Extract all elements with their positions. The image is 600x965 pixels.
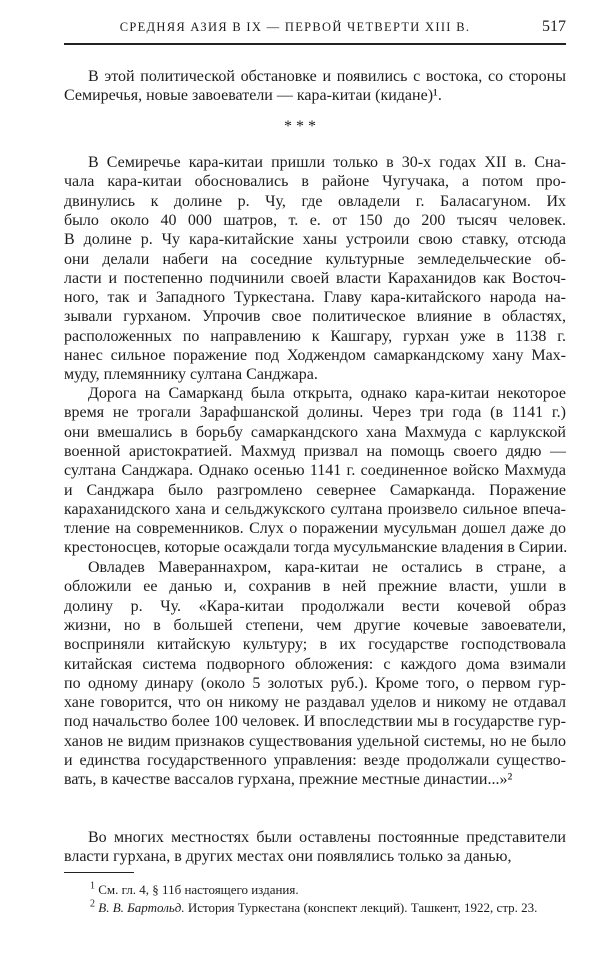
footnote-text: История Туркестана (конспект лекций). Ташкент, 1922, стр. 23.: [187, 900, 538, 915]
text-line: нанес сильное поражение под Ходжендом самаркандскому хану Мах-: [64, 347, 566, 364]
text-line: ханов не видим признаков существования удельной системы, но не было: [64, 732, 566, 750]
text-line: В этой политической обстановке и появились с востока, со стороны: [88, 68, 566, 85]
text-line: чала кара-китаи обосновались в районе Чугучака, а потом про-: [64, 173, 566, 191]
text-line: Семиречья, новые завоеватели — кара-китаи (кидане)¹.: [64, 87, 442, 105]
text-line: было около 40 000 шатров, т. е. от 150 до 200 тысяч человек.: [64, 211, 566, 229]
text-line: восприняли китайскую культуру; в их государстве господствовала: [64, 636, 566, 654]
header-rule: [64, 43, 566, 45]
text-line: они вмешались в борьбу самаркандского хана Махмуда с карлукской: [64, 423, 566, 441]
text-line: они делали набеги на соседние культурные земледельческие об-: [64, 250, 566, 268]
text-line: В долине р. Чу кара-китайские ханы устроили свою ставку, отсюда: [64, 231, 566, 249]
footnote-author: В. В. Бартольд.: [98, 900, 185, 915]
running-header: [64, 18, 566, 38]
footnote-mark: 1: [90, 880, 95, 892]
text-line: Овладев Мавераннахром, кара-китаи не остались в стране, а: [88, 559, 566, 576]
text-line: зывали гурханом. Упрочив свое политическое влияние в областях,: [64, 308, 566, 326]
text-line: двинулись к долине р. Чу, где овладели г. Баласагуном. Их: [64, 192, 566, 210]
text-line: долину р. Чу. «Кара-китаи продолжали вести кочевой образ: [64, 597, 566, 615]
page-number: 517: [542, 18, 566, 35]
text-line: время не трогали Зарафшанской долины. Через три года (в 1141 г.): [64, 404, 566, 422]
running-header-title: СРЕДНЯЯ АЗИЯ В IX — ПЕРВОЙ ЧЕТВЕРТИ XIII В.: [119, 20, 471, 34]
text-line: и Санджара было разгромлено севернее Самарканда. Поражение: [64, 481, 566, 499]
text-line: ного, так и Западного Туркестана. Главу кара-китайского народа на-: [64, 289, 566, 307]
text-line: крестоносцев, которые осаждали тогда мусульманские владения в Сирии.: [64, 539, 568, 557]
footnote-2: [90, 900, 537, 916]
footnote-1: [90, 882, 299, 898]
text-line: ласти и постепенно подчинили своей власти Караханидов как Восточ-: [64, 269, 566, 287]
text-line: власти гурхана, в других местах они появлялись только за данью,: [64, 848, 512, 866]
text-line: и единства государственного управления: везде продолжали существо-: [64, 752, 566, 769]
footnote-text: См. гл. 4, § 11б настоящего издания.: [98, 882, 299, 897]
text-line: В Семиречье кара-китаи пришли только в 30-х годах XII в. Сна-: [88, 154, 566, 171]
text-line: под начальство более 100 человек. И впоследствии мы в государстве гур-: [64, 713, 566, 731]
text-line: тление на современников. Слух о поражении мусульман дошел даже до: [64, 520, 566, 538]
footnote-mark: 2: [90, 898, 95, 910]
footnote-rule: [64, 872, 134, 873]
section-separator: * * *: [284, 118, 316, 135]
text-line: Во многих местностях были оставлены постоянные представители: [88, 829, 566, 846]
text-line: расположенных по направлению к Кашгару, гурхан уже в 1138 г.: [64, 327, 566, 345]
text-line: Дорога на Самарканд была открыта, однако кара-китаи некоторое: [88, 385, 566, 402]
text-line: муду, племяннику султана Санджара.: [64, 366, 318, 384]
text-line: жизни, но в большей степени, чем другие кочевые завоеватели,: [64, 616, 566, 634]
text-line: китайская система подворного обложения: с каждого дома взимали: [64, 655, 566, 673]
text-line: султана Санджара. Однако осенью 1141 г. соединенное войско Махмуда: [64, 462, 566, 480]
text-line: караханидского хана и сельджукского султана произвело сильное впеча-: [64, 500, 566, 518]
text-line: по одному динару (около 5 золотых руб.). Кроме того, о первом гур-: [64, 674, 566, 692]
text-line: военной аристократией. Махмуд призвал на помощь своего дядю —: [64, 442, 566, 460]
text-line: вать, в качестве вассалов гурхана, прежние местные династии...»²: [64, 771, 513, 789]
text-line: обложили ее данью и, сохранив в ней прежние власти, ушли в: [64, 578, 566, 596]
text-line: хане говорится, что он никому не раздавал уделов и никому не отдавал: [64, 694, 566, 712]
